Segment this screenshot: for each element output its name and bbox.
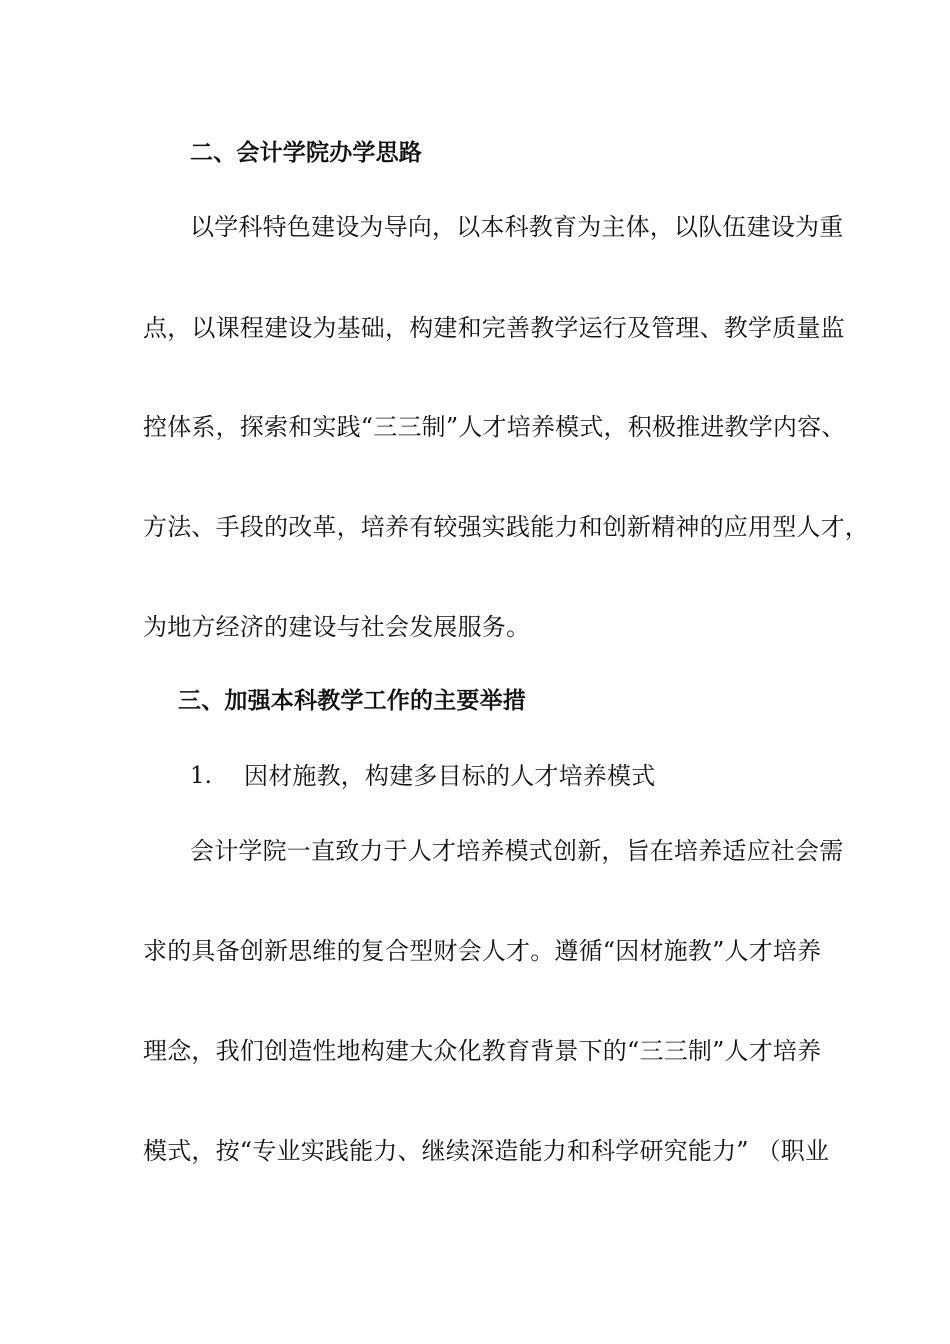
section-2-paragraph-line-2: 点，以课程建设为基础，构建和完善教学运行及管理、教学质量监 — [143, 314, 845, 342]
section-2-paragraph-line-3: 控体系，探索和实践“三三制”人才培养模式，积极推进教学内容、 — [143, 413, 846, 441]
item-1-number: 1. — [190, 763, 212, 789]
section-2-paragraph-line-1: 以学科特色建设为导向，以本科教育为主体，以队伍建设为重 — [190, 213, 844, 241]
section-2-paragraph-line-5: 为地方经济的建设与社会发展服务。 — [143, 613, 531, 641]
section-2-paragraph-line-4: 方法、手段的改革，培养有较强实践能力和创新精神的应用型人才， — [143, 513, 869, 541]
section-3-heading: 三、加强本科教学工作的主要举措 — [178, 688, 526, 714]
item-1-title: 因材施教，构建多目标的人才培养模式 — [244, 762, 656, 790]
section-3-paragraph-line-3: 理念，我们创造性地构建大众化教育背景下的“三三制”人才培养 — [143, 1037, 822, 1065]
section-3-paragraph-line-2: 求的具备创新思维的复合型财会人才。遵循“因材施教”人才培养 — [143, 937, 822, 965]
section-2-heading: 二、会计学院办学思路 — [190, 140, 422, 166]
section-3-paragraph-line-4: 模式，按“专业实践能力、继续深造能力和科学研究能力” （职业 — [143, 1137, 830, 1165]
section-3-paragraph-line-1: 会计学院一直致力于人才培养模式创新，旨在培养适应社会需 — [190, 837, 844, 865]
